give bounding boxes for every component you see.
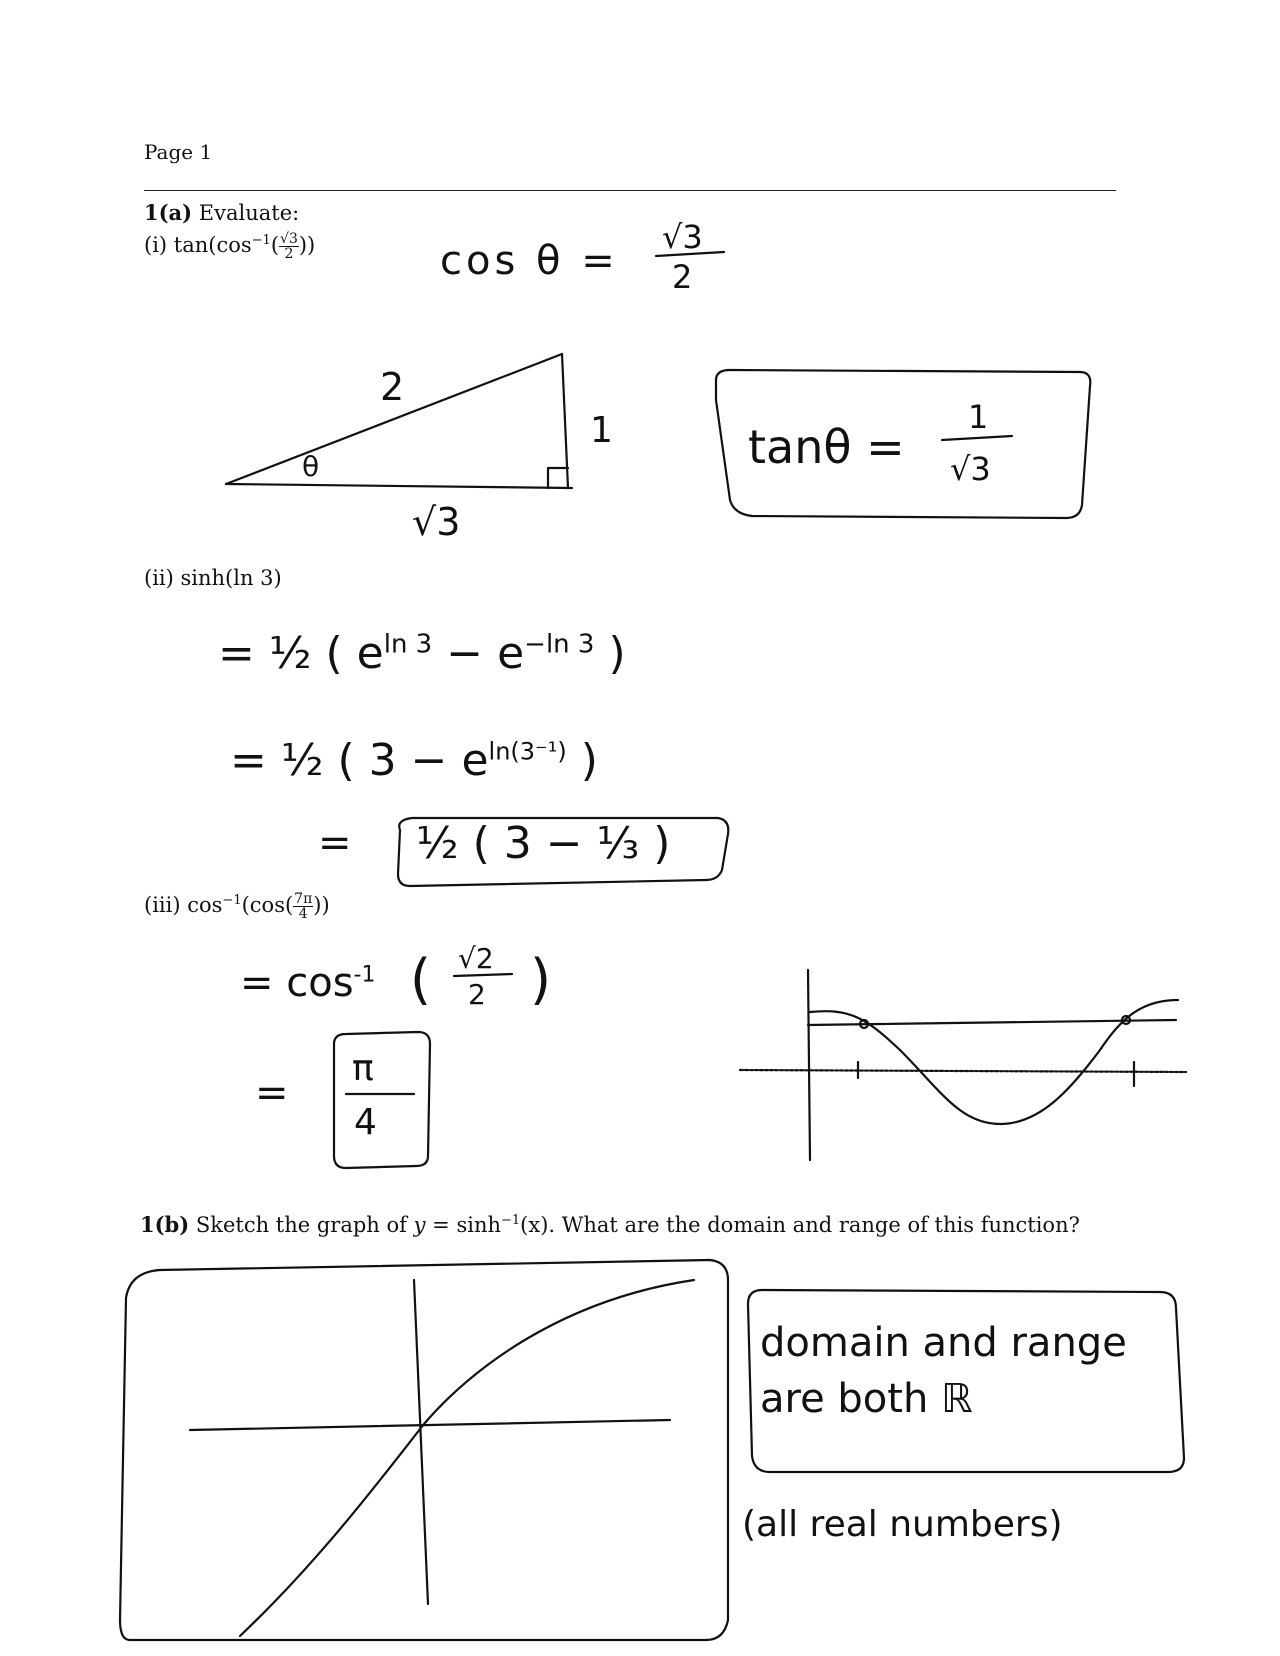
- triangle-right-angle: [548, 468, 568, 488]
- part-iii-sqrt-fraction-bar: [454, 974, 512, 976]
- page-label: Page 1: [144, 140, 213, 164]
- triangle-hypotenuse: [226, 354, 562, 484]
- part-iii-expr-sup: −1: [222, 893, 242, 908]
- part-iii-label: (iii): [144, 893, 181, 917]
- part-ii-answer-box: [398, 818, 728, 886]
- hand-cos-num: √3: [662, 218, 703, 256]
- part-iii-line1-den: 2: [468, 978, 486, 1011]
- question-1b-func-eq: = sinh: [425, 1213, 501, 1237]
- part-ii-line2-a: = ½ ( 3 − e: [230, 735, 489, 786]
- question-1b-func-arg: (x).: [520, 1213, 556, 1237]
- triangle-opp-label: 1: [590, 410, 613, 451]
- part-ii-expr: sinh(ln 3): [180, 566, 282, 590]
- part-iii-expr-num: 7π: [294, 891, 313, 907]
- part-iii-expr-prefix: cos: [187, 893, 223, 917]
- hand-cos-equation: cos θ =: [440, 238, 619, 284]
- answer-domain-line2: are both ℝ: [760, 1376, 973, 1422]
- part-iii-line1-num: √2: [458, 942, 494, 975]
- part-ii-line2-end: ): [566, 735, 598, 786]
- part-iii-line1-a: = cos: [240, 960, 354, 1006]
- triangle-angle-label: θ: [302, 450, 320, 483]
- question-1b-text: Sketch the graph of: [195, 1213, 407, 1237]
- part-iii-line1-paren-open: (: [410, 948, 432, 1011]
- part-i-expr-sup: −1: [251, 233, 271, 248]
- answer-tan-num: 1: [968, 398, 989, 436]
- part-i-expr-num: √3: [280, 231, 298, 247]
- part-iii-line1-sup: -1: [353, 962, 376, 988]
- question-1b-func-sup: −1: [501, 1213, 521, 1228]
- question-1b-number: 1(b): [140, 1212, 190, 1237]
- part-ii-line3-eq: =: [318, 820, 352, 866]
- domain-answer-box: [748, 1290, 1184, 1472]
- sketch-y-axis: [414, 1280, 428, 1604]
- part-iii-line2-eq: =: [255, 1070, 289, 1116]
- cos-graph-vertical-axis: [808, 970, 810, 1160]
- part-iii-line1-paren-close: ): [530, 948, 552, 1011]
- sketch-x-axis: [190, 1420, 670, 1430]
- question-1a-number: 1(a): [144, 200, 193, 225]
- part-ii-line1-a: = ½ ( e: [218, 628, 384, 679]
- part-iii-expr-mid: (cos(: [241, 893, 294, 917]
- question-1a-text: Evaluate:: [198, 201, 300, 225]
- part-iii-answer-den: 4: [354, 1102, 377, 1143]
- hand-cos-den: 2: [672, 258, 693, 296]
- sinh-inverse-curve: [240, 1280, 694, 1636]
- part-ii-line1-sup2: −ln 3: [524, 629, 595, 660]
- part-i-expression: (i) $\tan(\cos^{-1}$( $\frac{√3}{2}$ )): [144, 231, 316, 262]
- part-ii-line3-boxed: ½ ( 3 − ⅓ ): [416, 818, 671, 869]
- question-1b-question: What are the domain and range of this function?: [561, 1213, 1080, 1237]
- answer-tan-den: √3: [950, 450, 991, 488]
- part-i-expr-den: 2: [284, 246, 294, 262]
- part-iii-answer-num: π: [352, 1048, 374, 1089]
- cos-graph-horizontal-axis: [740, 1070, 1186, 1072]
- answer-tan-lhs: tanθ =: [748, 420, 905, 474]
- triangle-base: [226, 484, 572, 488]
- part-ii-line1-sup1: ln 3: [383, 629, 433, 660]
- part-ii-line2-sup: ln(3⁻¹): [488, 737, 567, 766]
- part-ii-line1-end: ): [594, 628, 626, 679]
- answer-domain-line1: domain and range: [760, 1320, 1127, 1366]
- triangle-adj-label: √3: [412, 500, 461, 544]
- part-i-label: (i): [144, 233, 168, 257]
- triangle-hyp-label: 2: [380, 365, 405, 409]
- part-ii-label: (ii): [144, 566, 174, 590]
- part-iii-expr-suffix: )): [313, 893, 330, 917]
- hand-cos-fraction-bar: [656, 252, 724, 256]
- answer-tan-fraction-bar: [942, 436, 1012, 440]
- answer-note: (all real numbers): [742, 1504, 1063, 1545]
- part-iii-answer-box: [334, 1032, 430, 1168]
- question-1b-func-y: y: [413, 1213, 426, 1237]
- part-i-expr-suffix: )): [298, 233, 316, 257]
- sketch-box: [120, 1260, 728, 1640]
- part-iii-expr-den: 4: [298, 906, 308, 922]
- part-i-expr-prefix: tan(cos: [173, 233, 252, 257]
- answer-tan-box: [716, 370, 1090, 518]
- part-ii-line1-mid: − e: [432, 628, 525, 679]
